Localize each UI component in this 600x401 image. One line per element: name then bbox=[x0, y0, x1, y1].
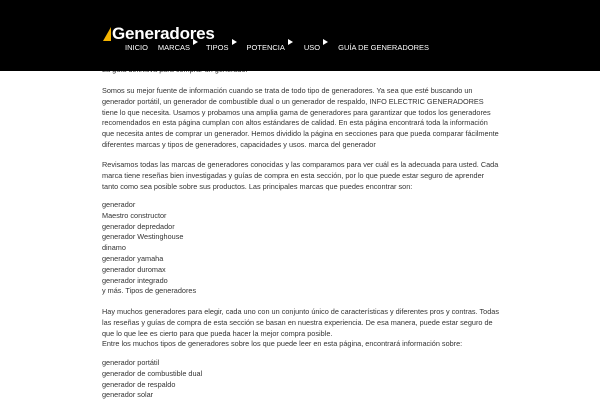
types-paragraph: Hay muchos generadores para elegir, cada uno con un conjunto único de características y diferentes pros y contras. Todas las reseñas y guías de compra de esta sección se basan en nuestra experiencia. De esa manera, puede estar seguro de que lo que lee es cierto para que pueda hacer la mejor compra posible. bbox=[102, 307, 499, 338]
nav-item-potencia[interactable] bbox=[247, 42, 285, 54]
site-header bbox=[0, 0, 600, 71]
submenu-arrow-icon bbox=[193, 39, 198, 45]
list-item: generador portátil bbox=[102, 358, 160, 367]
nav-item-label: INICIO bbox=[125, 43, 148, 52]
submenu-arrow-icon bbox=[288, 39, 293, 45]
list-item: generador de combustible dual bbox=[102, 368, 203, 378]
nav-item-label: MARCAS bbox=[157, 43, 191, 52]
nav-item-label: GUÍA DE GENERADORES bbox=[338, 43, 429, 52]
nav-item-guia[interactable] bbox=[338, 42, 429, 54]
list-item: generador solar bbox=[102, 390, 154, 400]
nav-item-marcas[interactable] bbox=[158, 42, 190, 54]
nav-item-uso[interactable] bbox=[304, 42, 320, 54]
logo-text: Generadores bbox=[112, 24, 215, 43]
nav-item-label: POTENCIA bbox=[246, 43, 285, 52]
list-item: generador bbox=[102, 200, 136, 209]
bolt-wedge-icon bbox=[103, 27, 111, 41]
types-list bbox=[102, 358, 202, 401]
list-item: generador integrado bbox=[102, 275, 168, 285]
brands-paragraph: Revisamos todas las marcas de generadores conocidas y las comparamos para ver cuál es la adecuada para usted. Cada marca tiene reseñas bien investigadas y guías de compra en esta sección, por lo que puede estar seguro de aprender tanto como sea posible sobre sus productos. Las principales marcas que puedes encontrar son: bbox=[102, 160, 499, 191]
nav-item-label: TIPOS bbox=[206, 43, 229, 52]
submenu-arrow-icon bbox=[232, 39, 237, 45]
list-item: y más. Tipos de generadores bbox=[102, 286, 197, 296]
list-item: generador Westinghouse bbox=[102, 232, 184, 242]
list-item: generador depredador bbox=[102, 221, 175, 231]
list-item: generador yamaha bbox=[102, 253, 164, 263]
main-nav bbox=[125, 42, 429, 54]
submenu-arrow-icon bbox=[323, 39, 328, 45]
types-intro: Entre los muchos tipos de generadores sobre los que puede leer en esta página, encontrará información sobre: bbox=[102, 339, 463, 348]
brands-list bbox=[102, 200, 196, 297]
list-item: Maestro constructor bbox=[102, 210, 167, 220]
list-item: generador duromax bbox=[102, 264, 166, 274]
nav-item-tipos[interactable] bbox=[206, 42, 229, 54]
nav-item-inicio[interactable] bbox=[125, 42, 148, 54]
list-item: generador de respaldo bbox=[102, 379, 176, 389]
intro-paragraph: Somos su mejor fuente de información cuando se trata de todo tipo de generadores. Ya sea que esté buscando un generador portátil, un generador de combustible dual o un generador de respaldo, INFO ELECTRIC GENERADORES tiene lo que necesita. Usamos y probamos una amplia gama de generadores para garantizar que todos los generadores recomendados en esta página cumplan con altos estándares de calidad. En esta página encontrará toda la información que necesita antes de comprar un generador. Hemos dividido la página en secciones para que pueda comparar fácilmente diferentes marcas y tipos de generadores, capacidades y usos. marca del generador bbox=[102, 86, 499, 149]
nav-item-label: USO bbox=[303, 43, 321, 52]
list-item: dinamo bbox=[102, 243, 126, 253]
